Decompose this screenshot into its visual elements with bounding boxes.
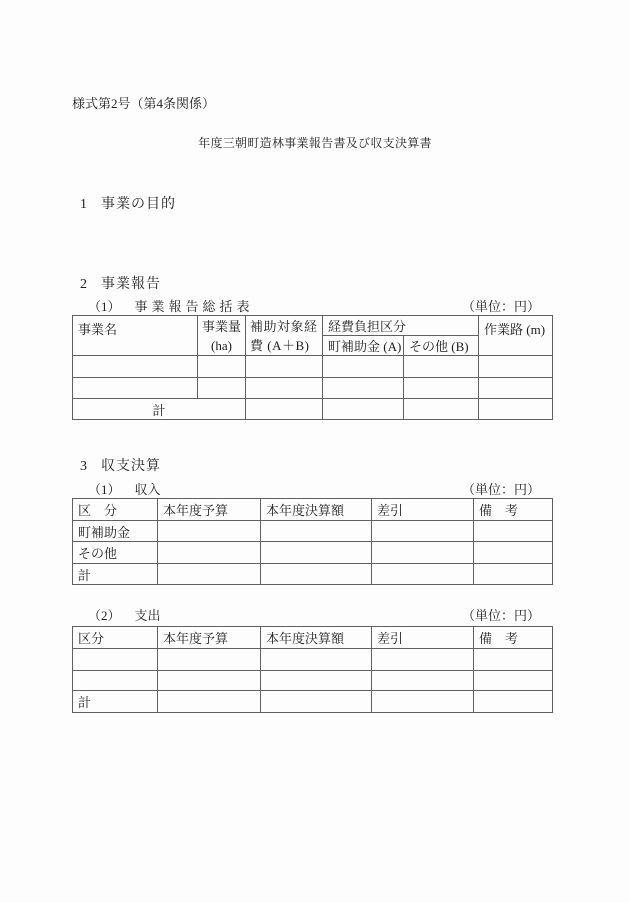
- income-table: [72, 498, 553, 585]
- unit-label: （単位：円）: [461, 482, 540, 497]
- empty-cell: [404, 399, 479, 420]
- empty-cell: [261, 542, 372, 564]
- empty-cell: [479, 399, 553, 420]
- section-number: 3: [80, 459, 87, 474]
- section-number: 2: [80, 277, 87, 292]
- empty-cell: [158, 521, 261, 542]
- empty-cell: [73, 356, 198, 378]
- col-header-settled: 本年度決算額: [261, 627, 372, 649]
- table-row: [73, 649, 553, 671]
- table-row: [73, 356, 553, 378]
- empty-cell: [404, 378, 479, 399]
- col-header-settled: 本年度決算額: [261, 499, 372, 521]
- table-row: [73, 542, 553, 564]
- col-header-other: その他 (B): [404, 336, 479, 356]
- col-header-subsidy-line1: 補助対象経: [250, 318, 318, 334]
- subsection-number: （1）: [88, 299, 121, 314]
- empty-cell: [479, 378, 553, 399]
- document-title: 年度三朝町造林事業報告書及び収支決算書: [198, 136, 432, 150]
- section-label: 収支決算: [101, 459, 161, 474]
- col-header-volume: [198, 316, 246, 356]
- empty-cell: [323, 399, 404, 420]
- empty-cell: [474, 649, 553, 671]
- empty-cell: [474, 671, 553, 691]
- unit-label: （単位：円）: [461, 608, 540, 623]
- empty-cell: [404, 356, 479, 378]
- section-heading-settlement: [80, 459, 161, 474]
- empty-cell: [372, 671, 474, 691]
- col-header-budget: 本年度予算: [158, 499, 261, 521]
- col-header-volume-line2: (ha): [211, 337, 232, 353]
- empty-cell: [323, 378, 404, 399]
- col-header-difference: 差引: [372, 499, 474, 521]
- table-row: [73, 521, 553, 542]
- empty-cell: [73, 671, 158, 691]
- section-heading-report: [80, 277, 161, 292]
- total-row: [73, 399, 553, 420]
- section-number: 1: [80, 197, 87, 212]
- empty-cell: [158, 671, 261, 691]
- row-label: その他: [73, 542, 158, 564]
- empty-cell: [372, 564, 474, 585]
- empty-cell: [246, 356, 323, 378]
- empty-cell: [73, 378, 198, 399]
- col-header-subsidy-line2: 費 (A＋B): [250, 337, 310, 353]
- subsection-number: （1）: [88, 482, 121, 497]
- col-header-project-name: 事業名: [73, 316, 198, 356]
- income-table-caption-row: [72, 479, 552, 498]
- empty-cell: [323, 356, 404, 378]
- table-row: [73, 378, 553, 399]
- empty-cell: [158, 691, 261, 713]
- subsection-caption: [72, 296, 254, 315]
- empty-cell: [246, 378, 323, 399]
- col-header-budget: 本年度予算: [158, 627, 261, 649]
- col-header-burden-group: 経費負担区分: [323, 316, 479, 336]
- business-report-table: [72, 315, 553, 420]
- form-number: 様式第2号（第4条関係）: [72, 96, 216, 111]
- col-header-town-subsidy: 町補助金 (A): [323, 336, 404, 356]
- empty-cell: [261, 691, 372, 713]
- empty-cell: [372, 542, 474, 564]
- col-header-difference: 差引: [372, 627, 474, 649]
- empty-cell: [261, 649, 372, 671]
- row-label: 町補助金: [73, 521, 158, 542]
- empty-cell: [372, 691, 474, 713]
- empty-cell: [158, 564, 261, 585]
- col-header-note: 備 考: [474, 499, 553, 521]
- empty-cell: [198, 356, 246, 378]
- empty-cell: [198, 378, 246, 399]
- empty-cell: [372, 521, 474, 542]
- empty-cell: [479, 356, 553, 378]
- total-label: 計: [73, 399, 246, 420]
- empty-cell: [261, 521, 372, 542]
- expense-table-caption-row: [72, 605, 552, 624]
- table-row: [73, 671, 553, 691]
- total-row: [73, 691, 553, 713]
- empty-cell: [474, 542, 553, 564]
- empty-cell: [158, 649, 261, 671]
- col-header-category: 区 分: [73, 499, 158, 521]
- col-header-note: 備 考: [474, 627, 553, 649]
- total-label: 計: [73, 564, 158, 585]
- unit-label: （単位：円）: [461, 299, 540, 314]
- col-header-category: 区分: [73, 627, 158, 649]
- total-label: 計: [73, 691, 158, 713]
- section-heading-purpose: [80, 197, 176, 212]
- col-header-volume-line1: 事業量: [201, 318, 241, 334]
- expense-table: [72, 626, 553, 713]
- total-row: [73, 564, 553, 585]
- subsection-label: 支出: [134, 608, 161, 623]
- empty-cell: [261, 564, 372, 585]
- report-table-caption-row: [72, 296, 552, 315]
- empty-cell: [474, 521, 553, 542]
- col-header-subsidy-target: [246, 316, 323, 356]
- section-label: 事業の目的: [101, 197, 176, 212]
- col-header-work-road: 作業路 (m): [479, 316, 553, 356]
- section-label: 事業報告: [101, 277, 161, 292]
- subsection-caption: [72, 605, 161, 624]
- empty-cell: [474, 691, 553, 713]
- empty-cell: [246, 399, 323, 420]
- header-row: [73, 499, 553, 521]
- empty-cell: [372, 649, 474, 671]
- subsection-number: （2）: [88, 608, 121, 623]
- empty-cell: [261, 671, 372, 691]
- subsection-caption: [72, 479, 161, 498]
- empty-cell: [158, 542, 261, 564]
- empty-cell: [73, 649, 158, 671]
- header-row: [73, 627, 553, 649]
- subsection-label: 収入: [134, 482, 161, 497]
- subsection-label: 事業報告総括表: [134, 299, 254, 314]
- empty-cell: [474, 564, 553, 585]
